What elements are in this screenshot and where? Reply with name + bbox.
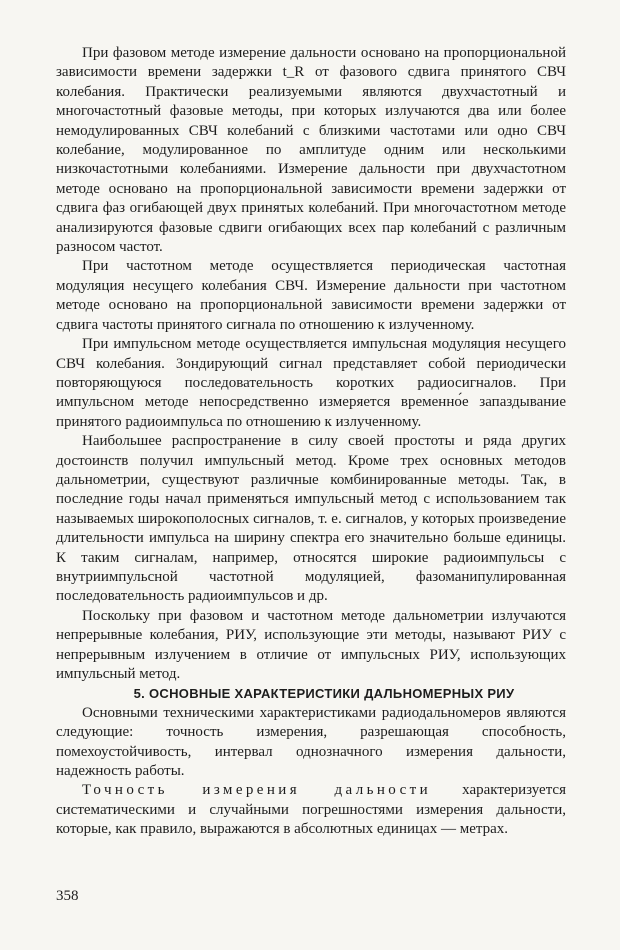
spaced-term: Точность измерения дальности <box>82 782 432 799</box>
paragraph-accuracy <box>56 781 566 839</box>
section-heading: 5. ОСНОВНЫЕ ХАРАКТЕРИСТИКИ ДАЛЬНОМЕРНЫХ РИУ <box>133 686 515 702</box>
page-number: 358 <box>56 888 79 904</box>
paragraph-continuous-emission: Поскольку при фазовом и частотном методе дальнометрии излучаются непрерывные колебания, РИУ, использующие эти методы, называют РИУ с непрерывным излучением в отличие от импульсных РИУ, использующих импульсный метод. <box>56 607 566 682</box>
paragraph-characteristics: Основными техническими характеристиками радиодальномеров являются следующие: точность измерения, разрешающая способность, помехоустойчивость, интервал однозначного измерения дальности, надежность работы. <box>56 704 566 780</box>
accuracy-text: характеризуется систематическими и случайными погрешностями измерения дальности, которые, как правило, выражаются в абсолютных единицах — метрах. <box>56 782 566 838</box>
body-text <box>56 44 566 840</box>
paragraph-phase-method: При фазовом методе измерение дальности основано на пропорциональной зависимости времени задержки t_R от фазового сдвига принятого СВЧ колебания. Практически реализуемыми являются двухчастотный и многочастотный фазовые методы, при которых излучаются два или более немодулированных СВЧ колебаний с близкими частотами или одно СВЧ колебание, модулированное по амплитуде одним или несколькими низкочастотными колебаниями. Измерение дальности при двухчастотном методе основано на пропорциональной зависимости времени задержки от сдвига фаз огибающей двух принятых колебаний. При многочастотном методе анализируются фазовые сдвиги огибающих всех пар колебаний с различным разносом частот. <box>56 45 566 256</box>
paragraph-pulse-prevalence: Наибольшее распространение в силу своей простоты и ряда других достоинств получил импульсный метод. Кроме трех основных методов дальнометрии, существуют различные комбинированные методы. Так, в последние годы начал применяться импульсный метод с использованием так называемых широкополосных сигналов, т. е. сигналов, у которых произведение длительности импульса на ширину спектра его значительно больше единицы. К таким сигналам, например, относятся широкие радиоимпульсы с внутриимпульсной частотной модуляцией, фазоманипулированная последовательность радиоимпульсов и др. <box>56 433 566 605</box>
paragraph-frequency-method: При частотном методе осуществляется периодическая частотная модуляция несущего колебания СВЧ. Измерение дальности при частотном методе основано на пропорциональной зависимости времени задержки от сдвига частоты принятого сигнала по отношению к излученному. <box>56 258 566 333</box>
paragraph-pulse-method: При импульсном методе осуществляется импульсная модуляция несущего СВЧ колебания. Зондирующий сигнал представляет собой периодически повторяющуюся последовательность коротких радиосигналов. При импульсном методе непосредственно измеряется временно́е запаздывание принятого радиоимпульса по отношению к излученному. <box>56 336 566 430</box>
